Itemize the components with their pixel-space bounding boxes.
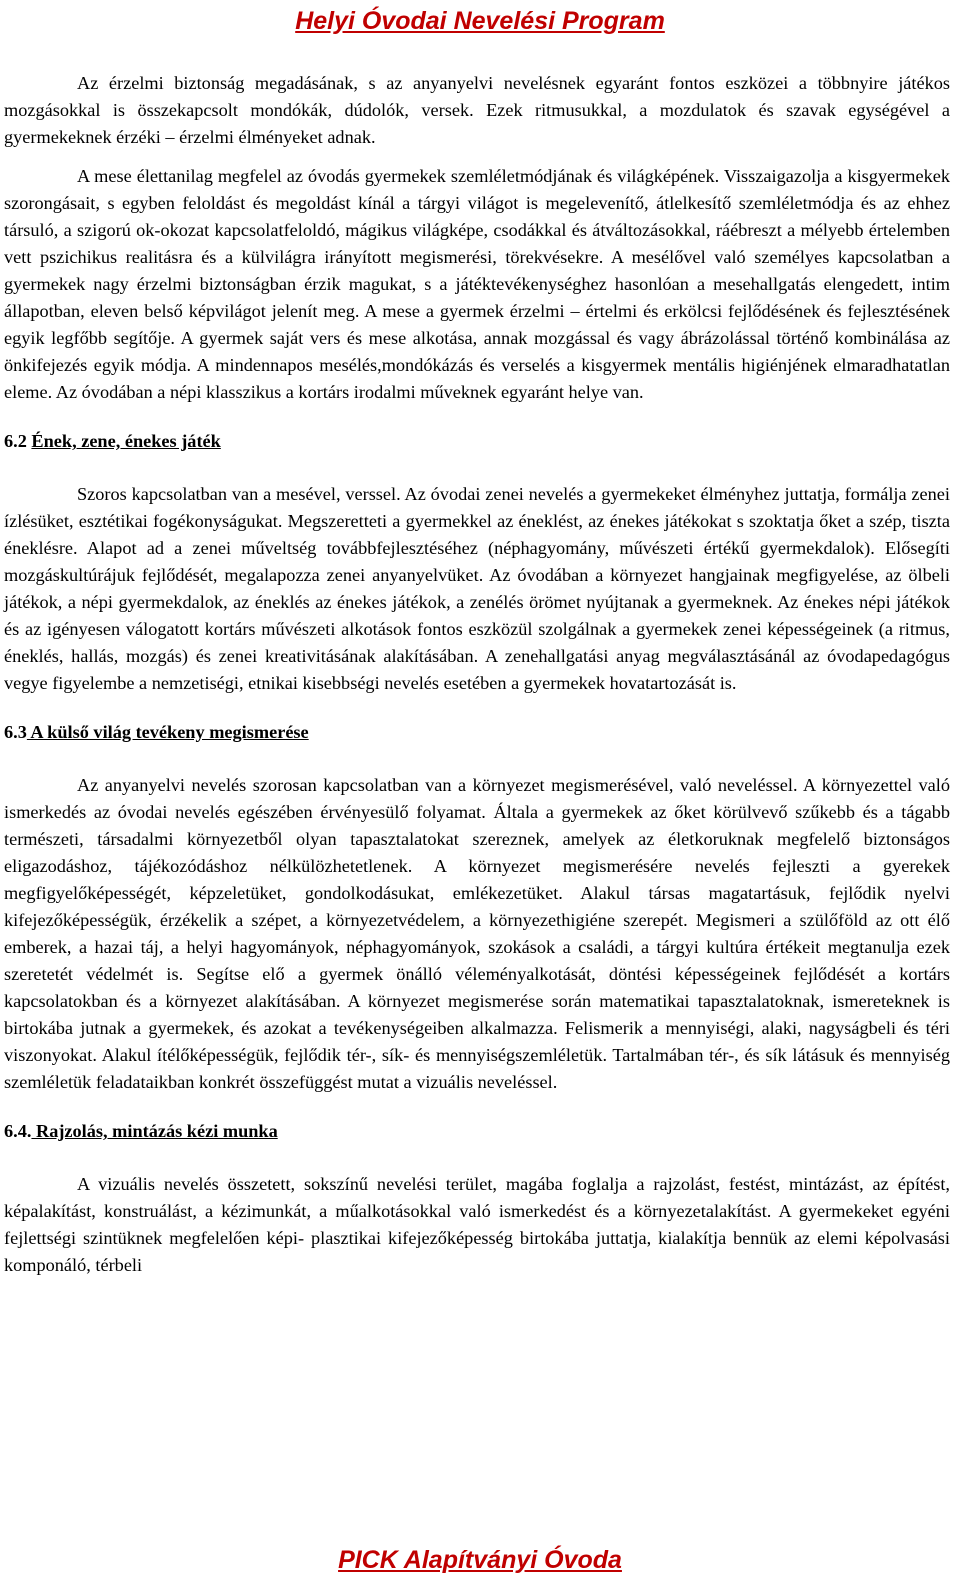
section-6-3-paragraph: Az anyanyelvi nevelés szorosan kapcsolatban van a környezet megismerésével, való neveléssel. A környezettel való ismerkedés az óvodai nevelés egészében érvényesülő folyamat. Általa a gyermekek az őket körülvevő szűkebb és a tágabb természeti, társadalmi környezetből olyan tapasztalatokat szereznek, amelyek az életkoruknak megfelelő biztonságos eligazodáshoz, tájékozódáshoz nélkülözhetetlenek. A környezet megismerésére nevelés fejleszti a gyerekek megfigyelőképességét, képzeletüket, gondolkodásukat, emlékezetüket. Alakul társas magatartásuk, fejlődik nyelvi kifejezőképességük, érzékelik a szépet, a környezetvédelem, a környezethigiéne szerepét. Megismeri a szülőföld az ott élő emberek, a hazai táj, a helyi hagyományok, néphagyományok, szokások a családi, a tárgyi kultúra értékeit megtanulja ezek szeretetét védelmét is. Segítse elő a gyermek önálló véleményalkotását, döntési képességeinek fejlődését a kortárs kapcsolatokban és a környezet alakításában. A környezet megismerése során matematikai tapasztalatoknak, ismereteknek is birtokába jutnak a gyermekek, és azokat a tevékenységeiben alkalmazza. Felismerik a mennyiségi, alaki, nagyságbeli és téri viszonyokat. Alakul ítélőképességük, fejlődik tér-, sík- és mennyiségszemléletük. Tartalmában tér-, és sík látásuk és mennyiség szemléletük feladataikban konkrét összefüggést mutat a vizuális neveléssel.	[4, 775, 950, 1092]
section-title: Rajzolás, mintázás kézi munka	[31, 1121, 278, 1141]
section-title: Ének, zene, énekes játék	[31, 431, 221, 451]
section-number: 6.3	[4, 722, 27, 742]
intro-paragraph-2: A mese élettanilag megfelel az óvodás gyermekek szemléletmódjának és világképének. Visszaigazolja a kisgyermekek szorongásait, s egyben feloldást és megoldást kínál a tárgyi világot is megelevenítő, átlelkesítő szemléletmódja és az ehhez társuló, a szigorú ok-okozat kapcsolatfeloldó, mágikus világképe, csodákkal és átváltozásokkal, ráébreszt a mélyebb értelemben vett pszichikus realitásra és a külvilágra irányított megismerési, törekvésekre. A mesélővel való személyes kapcsolatban a gyermekek nagy érzelmi biztonságban érzik magukat, s a játéktevékenységhez hasonlóan a mesehallgatás elengedett, intim állapotban, eleven belső képvilágot jelenít meg. A mese a gyermek érzelmi – értelmi és erkölcsi fejlődésének és fejlesztésének egyik legfőbb segítője. A gyermek saját vers és mese alkotása, annak mozgással és vagy ábrázolással történő kombinálása az önkifejezés egyik módja. A mindennapos mesélés,mondókázás és verselés a kisgyermek mentális higiénjének elmaradhatatlan eleme. Az óvodában a népi klasszikus a kortárs irodalmi műveknek egyaránt helye van.	[4, 166, 950, 402]
section-heading-6-3	[4, 719, 950, 746]
section-6-2-paragraph: Szoros kapcsolatban van a mesével, verssel. Az óvodai zenei nevelés a gyermekeket élményhez juttatja, formálja zenei ízlésüket, esztétikai fogékonyságukat. Megszeretteti a gyermekkel az éneklést, az énekes játékokat s szoktatja őket a szép, tiszta éneklésre. Alapot ad a zenei műveltség továbbfejlesztéséhez (néphagyomány, művészeti értékű gyermekdalok). Elősegíti mozgáskultúrájuk fejlődését, megalapozza zenei anyanyelvüket. Az óvodában a környezet hangjainak megfigyelése, az ölbeli játékok, a népi gyermekdalok, az éneklés az énekes játékok, a zenélés örömet nyújtanak a gyermeknek. Az énekes népi játékok és az igényesen válogatott kortárs művészeti alkotások fontos eszközül szolgálnak a gyermekek zenei képességeinek (a ritmus, éneklés, hallás, mozgás) és zenei kreativitásának alakításában. A zenehallgatási anyag megválasztásánál az óvodapedagógus vegye figyelembe a nemzetiségi, etnikai kisebbségi nevelés esetében a gyermekek hovatartozását is.	[4, 484, 950, 693]
intro-paragraph-1: Az érzelmi biztonság megadásának, s az anyanyelvi nevelésnek egyaránt fontos eszközei a többnyire játékos mozgásokkal is összekapcsolt mondókák, dúdolók, versek. Ezek ritmusukkal, a mozdulatok és szavak egységével a gyermekeknek érzéki – érzelmi élményeket adnak.	[4, 73, 950, 147]
section-number: 6.4.	[4, 1121, 32, 1141]
section-number: 6.2	[4, 431, 32, 451]
section-heading-6-4	[4, 1118, 950, 1145]
section-title: A külső világ tevékeny megismerése	[26, 722, 309, 742]
section-6-4-paragraph: A vizuális nevelés összetett, sokszínű nevelési terület, magába foglalja a rajzolást, festést, mintázást, az építést, képalakítást, konstruálást, a kézimunkát, a műalkotásokkal való ismerkedést és a környezetalakítást. A gyermekeket egyéni fejlettségi szintüknek megfelelően képi- plasztikai kifejezőképesség birtokába juttatja, kialakítja bennük az elemi képolvasási komponáló, térbeli	[4, 1174, 950, 1275]
page-header-title: Helyi Óvodai Nevelési Program	[295, 7, 665, 35]
paragraph-gap	[4, 151, 950, 163]
document-body	[4, 70, 950, 1279]
page-footer-title: PICK Alapítványi Óvoda	[338, 1546, 622, 1574]
section-heading-6-2	[4, 428, 950, 455]
